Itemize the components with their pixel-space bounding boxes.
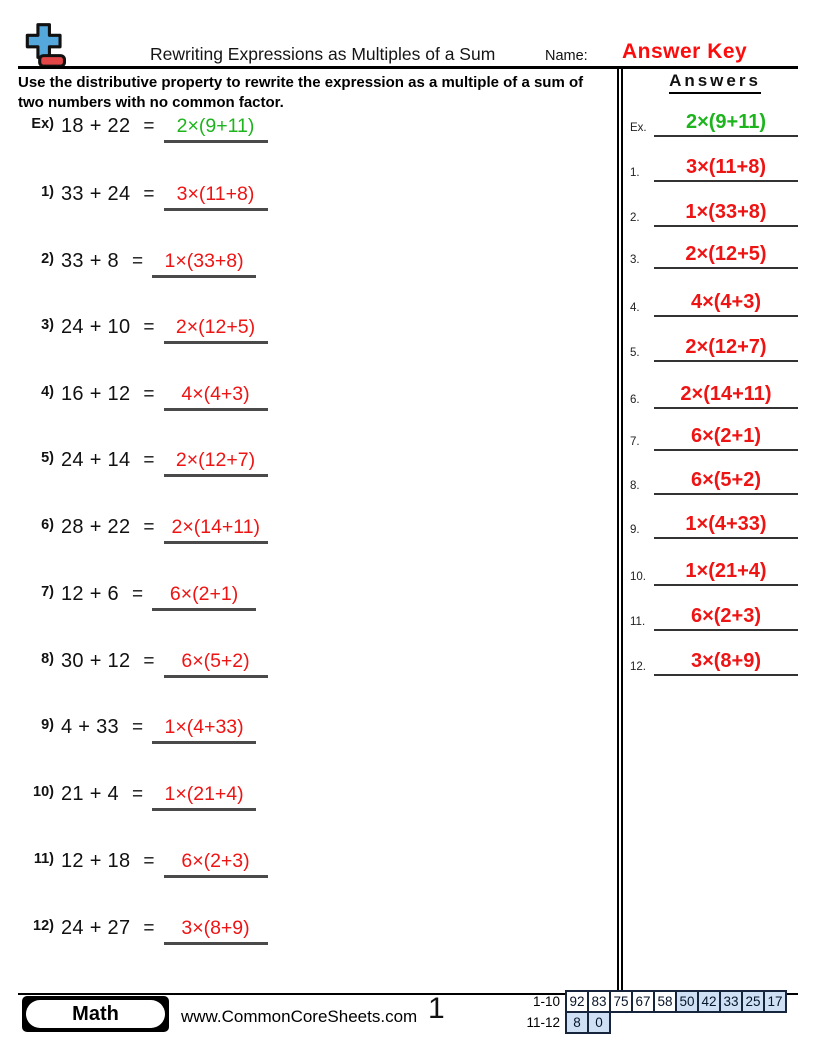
score-cell: 33 <box>719 990 743 1013</box>
problem-row-12 <box>18 917 268 947</box>
answer-value: 2×(12+5) <box>654 243 798 269</box>
page-number: 1 <box>428 992 445 1025</box>
problem-answer-blank: 4×(4+3) <box>164 383 268 411</box>
score-cell: 50 <box>675 990 699 1013</box>
equals-sign: = <box>143 317 155 338</box>
problem-expression: 4 + 33 <box>61 716 119 738</box>
problem-number: 8) <box>41 651 54 667</box>
problem-row-6 <box>18 516 268 546</box>
problem-expression: 24 + 14 <box>61 449 131 471</box>
problem-row-1 <box>18 183 268 213</box>
answer-value: 6×(5+2) <box>654 469 798 495</box>
score-row-2 <box>521 1011 787 1034</box>
problem-number: 11) <box>33 851 54 867</box>
answer-row-2 <box>630 201 798 227</box>
website-url: www.CommonCoreSheets.com <box>181 1007 418 1026</box>
equals-sign: = <box>143 651 155 672</box>
instructions-text: Use the distributive property to rewrite the expression as a multiple of a sum of two numbers with no common factor. <box>18 74 584 111</box>
problem-number: 9) <box>41 717 54 733</box>
answer-number: 4. <box>630 302 640 314</box>
answer-value: 1×(4+33) <box>654 513 798 539</box>
problem-answer-blank: 6×(2+1) <box>152 583 256 611</box>
problem-answer-blank: 1×(4+33) <box>152 716 256 744</box>
score-cell: 42 <box>697 990 721 1013</box>
answer-row-4 <box>630 291 798 317</box>
problem-row-8 <box>18 650 268 680</box>
problem-expression: 16 + 12 <box>61 383 131 405</box>
problem-answer-blank: 6×(2+3) <box>164 850 268 878</box>
problem-number: 7) <box>41 584 54 600</box>
problem-expression: 24 + 10 <box>61 316 131 338</box>
answer-value: 2×(9+11) <box>654 111 798 137</box>
problem-row-4 <box>18 383 268 413</box>
score-cell: 17 <box>763 990 787 1013</box>
problem-number: 6) <box>41 517 54 533</box>
problem-answer-blank: 6×(5+2) <box>164 650 268 678</box>
score-cell: 83 <box>587 990 611 1013</box>
equals-sign: = <box>143 918 155 939</box>
answer-number: 5. <box>630 347 640 359</box>
equals-sign: = <box>143 116 155 137</box>
score-cell: 8 <box>565 1011 589 1034</box>
answer-row-ex <box>630 111 798 137</box>
problem-answer-blank: 2×(9+11) <box>164 115 268 143</box>
answer-key-text: Answer Key <box>622 40 748 63</box>
answers-column-divider <box>617 66 623 995</box>
problem-row-5 <box>18 449 268 479</box>
problem-expression: 21 + 4 <box>61 783 119 805</box>
problem-expression: 12 + 18 <box>61 850 131 872</box>
equals-sign: = <box>143 450 155 471</box>
problem-number: Ex) <box>31 116 54 132</box>
problem-row-10 <box>18 783 256 813</box>
score-row-label: 1-10 <box>532 994 560 1009</box>
answer-number: 3. <box>630 254 640 266</box>
problem-row-11 <box>18 850 268 880</box>
answers-title: Answers <box>669 71 761 94</box>
answer-value: 1×(21+4) <box>654 560 798 586</box>
name-label: Name: <box>545 48 588 64</box>
score-cell: 75 <box>609 990 633 1013</box>
answer-value: 2×(14+11) <box>654 383 798 409</box>
problem-number: 3) <box>41 317 54 333</box>
problem-answer-blank: 1×(33+8) <box>152 250 256 278</box>
score-cell: 92 <box>565 990 589 1013</box>
page-title: Rewriting Expressions as Multiples of a Sum <box>150 44 496 64</box>
answer-number: 11. <box>630 616 646 628</box>
problem-answer-blank: 2×(12+5) <box>164 316 268 344</box>
equals-sign: = <box>143 851 155 872</box>
equals-sign: = <box>131 784 144 805</box>
answer-number: 6. <box>630 394 640 406</box>
problem-answer-blank: 2×(12+7) <box>164 449 268 477</box>
problem-expression: 12 + 6 <box>61 583 119 605</box>
problem-number: 5) <box>41 450 54 466</box>
problem-row-ex <box>18 115 268 145</box>
answer-row-8 <box>630 469 798 495</box>
score-cell: 0 <box>587 1011 611 1034</box>
answer-number: 7. <box>630 436 640 448</box>
answer-row-9 <box>630 513 798 539</box>
problem-answer-blank: 3×(11+8) <box>164 183 268 211</box>
answer-row-12 <box>630 650 798 676</box>
problem-expression: 24 + 27 <box>61 917 131 939</box>
problem-row-2 <box>18 250 256 280</box>
equals-sign: = <box>131 584 144 605</box>
equals-sign: = <box>143 517 155 538</box>
answer-number: 1. <box>630 167 640 179</box>
answer-row-11 <box>630 605 798 631</box>
answer-value: 6×(2+3) <box>654 605 798 631</box>
problem-answer-blank: 1×(21+4) <box>152 783 256 811</box>
problem-expression: 28 + 22 <box>61 516 131 538</box>
equals-sign: = <box>131 251 144 272</box>
problem-number: 4) <box>41 384 54 400</box>
score-cell: 67 <box>631 990 655 1013</box>
subject-badge <box>22 996 169 1032</box>
problem-row-7 <box>18 583 256 613</box>
score-cell: 25 <box>741 990 765 1013</box>
subject-badge-label: Math <box>26 1000 165 1028</box>
equals-sign: = <box>143 384 155 405</box>
answer-row-1 <box>630 156 798 182</box>
answer-value: 2×(12+7) <box>654 336 798 362</box>
score-table <box>521 990 787 1034</box>
equals-sign: = <box>143 184 155 205</box>
answer-row-6 <box>630 383 798 409</box>
plus-minus-logo-icon <box>22 20 68 70</box>
header-divider <box>18 66 798 69</box>
answer-value: 4×(4+3) <box>654 291 798 317</box>
answer-row-3 <box>630 243 798 269</box>
score-row-label: 11-12 <box>526 1015 560 1030</box>
answer-value: 6×(2+1) <box>654 425 798 451</box>
problem-row-3 <box>18 316 268 346</box>
problem-number: 12) <box>33 918 54 934</box>
problem-expression: 33 + 8 <box>61 250 119 272</box>
answer-row-10 <box>630 560 798 586</box>
answer-row-7 <box>630 425 798 451</box>
problem-answer-blank: 3×(8+9) <box>164 917 268 945</box>
answer-value: 3×(8+9) <box>654 650 798 676</box>
answers-panel-header <box>630 71 800 94</box>
problem-number: 10) <box>33 784 54 800</box>
problem-expression: 18 + 22 <box>61 115 131 137</box>
equals-sign: = <box>131 717 144 738</box>
answer-number: 12. <box>630 661 646 673</box>
answer-number: 2. <box>630 212 640 224</box>
answer-number: 10. <box>630 571 646 583</box>
score-row-1 <box>521 990 787 1013</box>
answer-row-5 <box>630 336 798 362</box>
problem-expression: 33 + 24 <box>61 183 131 205</box>
answer-value: 3×(11+8) <box>654 156 798 182</box>
answer-value: 1×(33+8) <box>654 201 798 227</box>
problem-row-9 <box>18 716 256 746</box>
answer-number: 9. <box>630 524 640 536</box>
answer-number: Ex. <box>630 122 647 134</box>
problem-number: 1) <box>41 184 54 200</box>
problem-expression: 30 + 12 <box>61 650 131 672</box>
answer-number: 8. <box>630 480 640 492</box>
problem-answer-blank: 2×(14+11) <box>164 516 269 544</box>
problem-number: 2) <box>41 251 54 267</box>
score-cell: 58 <box>653 990 677 1013</box>
